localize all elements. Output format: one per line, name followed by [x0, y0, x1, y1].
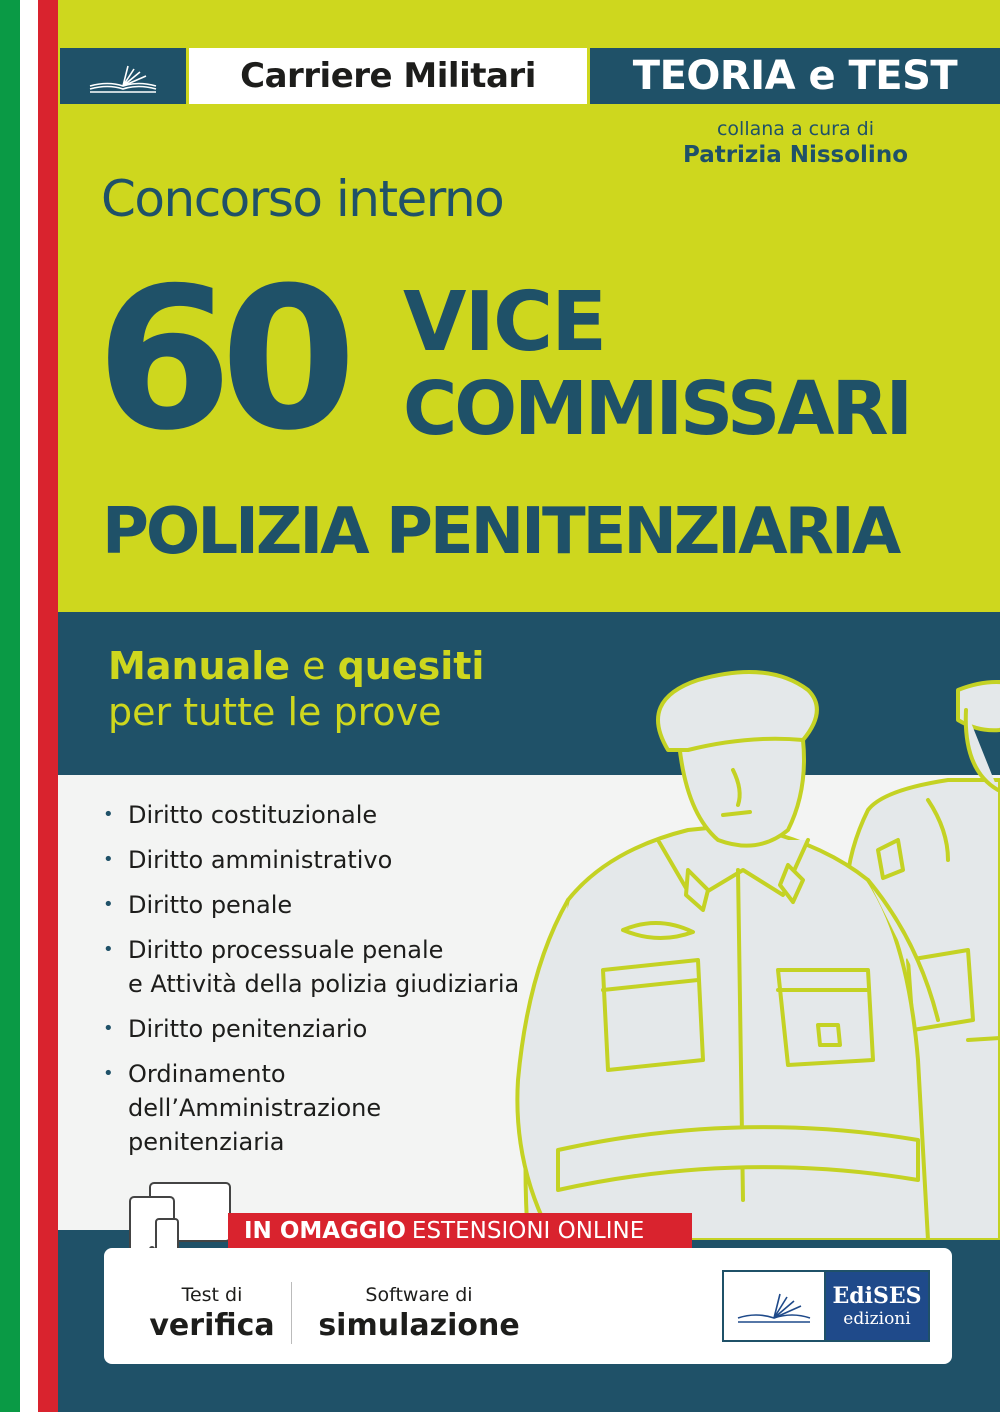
topics-list [103, 798, 519, 1170]
book-cover [58, 0, 1000, 1412]
subtitle [108, 644, 484, 735]
positions-number: 60 [96, 246, 345, 474]
flag-stripe-white [20, 0, 38, 1412]
list-item: • Diritto penale [103, 888, 519, 922]
subtitle-conj: e [302, 644, 326, 688]
feature-pre: Test di [181, 1284, 243, 1306]
features-card [104, 1248, 952, 1364]
banner-emphasis: IN OMAGGIO [244, 1218, 406, 1244]
feature-test [132, 1284, 292, 1343]
publisher-logo [722, 1270, 930, 1342]
list-item: • Diritto processuale penale e Attività della polizia giudiziaria [103, 933, 519, 1001]
banner-text: ESTENSIONI ONLINE [411, 1218, 645, 1244]
publisher-brand: EdiSES [832, 1283, 922, 1309]
format-box [590, 48, 1000, 104]
subtitle-word-manuale: Manuale [108, 644, 291, 688]
competition-kicker: Concorso interno [101, 170, 504, 228]
corps-title: POLIZIA PENITENZIARIA [102, 495, 899, 569]
feature-divider [291, 1282, 292, 1344]
flag-stripe-red [38, 0, 58, 1412]
publisher-book-icon [724, 1272, 826, 1340]
publisher-name [826, 1272, 928, 1340]
feature-software [314, 1284, 524, 1343]
curator-credit [683, 118, 908, 168]
series-label: Carriere Militari [240, 56, 536, 96]
subtitle-line-2: per tutte le prove [108, 689, 442, 734]
list-item: • Diritto penitenziario [103, 1012, 519, 1046]
series-box [189, 48, 587, 104]
rank-line-2: COMMISSARI [403, 366, 911, 452]
format-label: TEORIA e TEST [632, 53, 958, 99]
feature-main: simulazione [318, 1308, 520, 1343]
curator-name: Patrizia Nissolino [682, 142, 908, 168]
list-item: • Diritto amministrativo [103, 843, 519, 877]
curator-prefix: collana a cura di [716, 118, 874, 140]
list-item: • Ordinamento dell’Amministrazione penitenziaria [103, 1057, 519, 1159]
subtitle-word-quesiti: quesiti [337, 644, 485, 688]
online-extensions-banner [228, 1213, 692, 1249]
feature-pre: Software di [365, 1284, 473, 1306]
feature-main: verifica [149, 1308, 275, 1343]
publisher-sub: edizioni [843, 1309, 911, 1329]
open-book-icon [60, 48, 186, 104]
flag-stripe-green [0, 0, 20, 1412]
rank-line-1: VICE [403, 275, 606, 370]
soldiers-illustration [488, 640, 1000, 1240]
list-item: • Diritto costituzionale [103, 798, 519, 832]
